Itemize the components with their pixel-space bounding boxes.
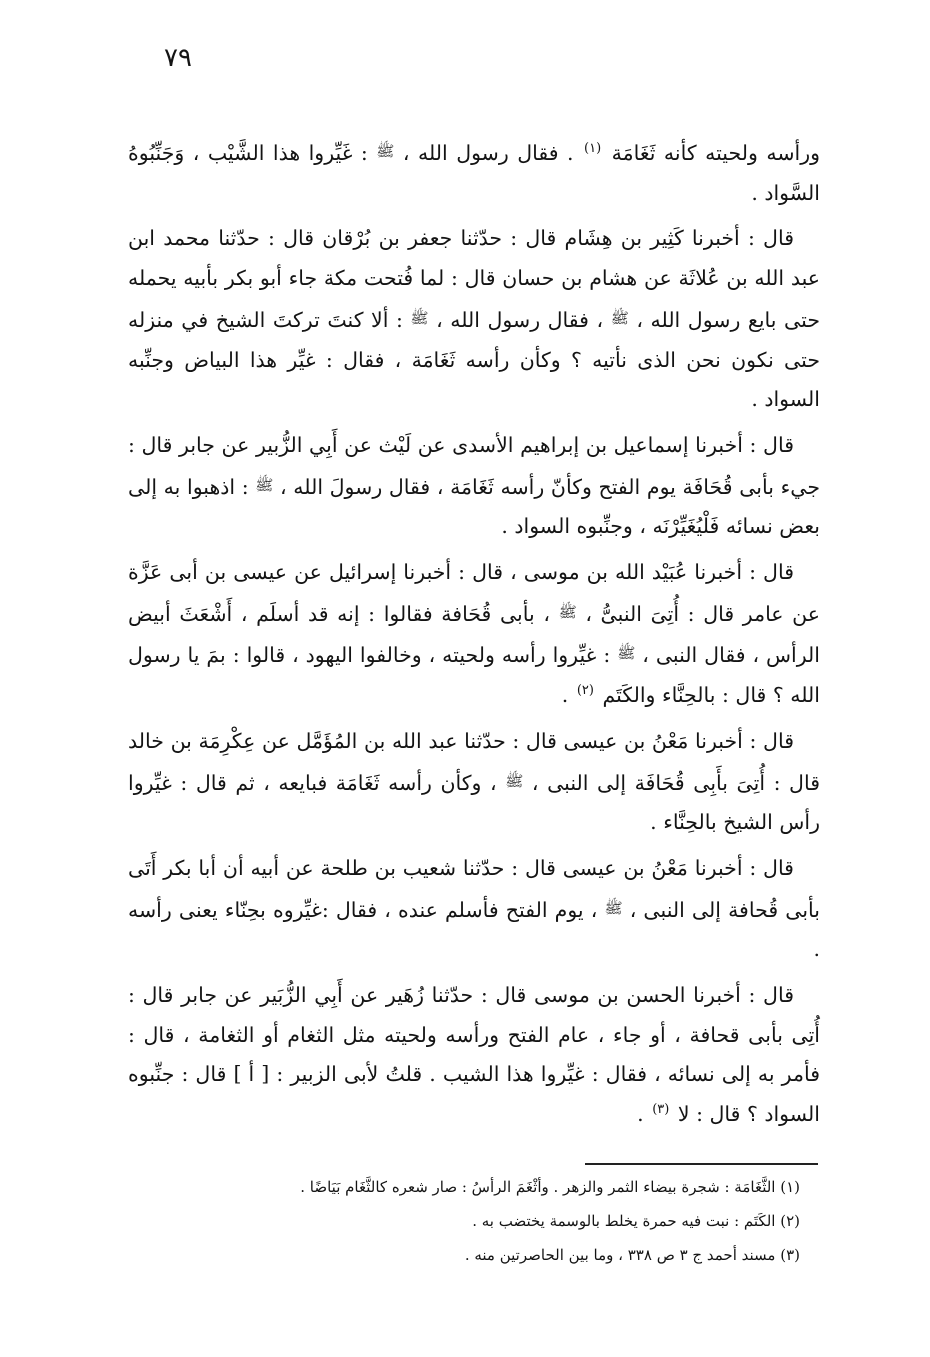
paragraph-text: قال : أخبرنا الحسن بن موسى قال : حدّثنا زُهَير عن أَبِي الزُّبَير عن جابر قال : أُتِى بأبى قحافة ، أو جاء ، عام الفتح ورأسه ولحيته مثل الثغام أو الثغامة ، قال : فأمر به إلى نسائه ، فقال : غيِّروا هذا الشيب . قلتُ لأبى الزبير : [ أ ] قال : جنِّبوه السواد ؟ قال : لا xyxy=(128,983,820,1127)
honorific-glyph: ﷺ xyxy=(376,142,395,160)
paragraph xyxy=(128,722,820,843)
body-text xyxy=(128,132,820,1141)
honorific-glyph: ﷺ xyxy=(617,644,636,663)
paragraph-text: قال : أخبرنا كَثِير بن هِشَام قال : حدّثنا جعفر بن بُرْقان قال : حدّثنا محمد ابن عبد الله بن عُلاثَة عن هشام بن حسان قال : لما فُتحت مكة جاء أبو بكر بأبيه يحمله حتى بايع رسول الله ، xyxy=(128,226,820,332)
paragraph-text: قال : أخبرنا إسماعيل بن إبراهيم الأسدى عن لَيْث عن أَبِي الزُّبير عن جابر قال : جيء بأبى قُحَافَة يوم الفتح وكأنّ رأسه ثَغَامَة ، فقال رسولَ الله ، xyxy=(128,432,820,499)
footnote-2: (٢) الكَتَم : نبت فيه حمرة يخلط بالوسمة يختضب به . xyxy=(472,1212,800,1230)
footnote-3: (٣) مسند أحمد ج ٣ ص ٣٣٨ ، وما بين الحاصرتين منه . xyxy=(464,1246,800,1264)
paragraph xyxy=(128,976,820,1135)
paragraph xyxy=(128,553,820,716)
paragraph xyxy=(128,849,820,970)
paragraph xyxy=(128,426,820,547)
honorific-glyph: ﷺ xyxy=(604,898,623,917)
paragraph-text: ورأسه ولحيته كأنه ثَغَامَة xyxy=(603,141,820,165)
footnote-marker: (١) xyxy=(584,141,602,157)
footnote-divider xyxy=(585,1163,818,1165)
footnotes xyxy=(140,1170,800,1272)
paragraph-text: : ألا كنتَ تركتَ الشيخ في منزله حتى نكون نحن الذى نأتيه ؟ وكأن رأسه ثَغَامَة ، فقال : غيِّر هذا البياض وجنِّبه السواد . xyxy=(128,307,820,412)
paragraph-text: . xyxy=(637,1102,651,1127)
footnote-marker: (٣) xyxy=(652,1102,670,1118)
paragraph-text: : غَيِّروا هذا الشَّيْب ، وَجَنِّبُوهُ السَّواد . xyxy=(128,141,820,205)
honorific-glyph: ﷺ xyxy=(558,602,577,621)
paragraph-text: ، يوم الفتح فأسلم عنده ، فقال :غيِّروه بحِنّاء يعنى رأسه . xyxy=(128,897,820,962)
honorific-glyph: ﷺ xyxy=(505,771,524,790)
page-number: ٧٩ xyxy=(164,43,192,73)
honorific-glyph: ﷺ xyxy=(610,308,629,327)
paragraph-text: : غيِّروا رأسه ولحيته ، وخالفوا اليهود ، قالوا : بمَ يا رسول الله ؟ قال : بالحِنَّاء والكَتَم xyxy=(128,643,820,708)
paragraph-text: ، وكأن رأسه ثَغَامَة فبايعه ، ثم قال : غيِّروا رأس الشيخ بالحِنَّاء . xyxy=(128,770,820,835)
paragraph-text: قال : أخبرنا عُبَيْد الله بن موسى ، قال : أخبرنا إسرائيل عن عيسى بن أبى عَزَّة عن عامر قال : أُتِىَ النبىُّ ، xyxy=(128,560,820,626)
paragraph-text: : اذهبوا به إلى بعض نسائه فَلْيُغَيِّرْنَه ، وجنِّبوه السواد . xyxy=(128,474,820,539)
honorific-glyph: ﷺ xyxy=(410,308,429,327)
paragraph-text: . فقال رسول الله ، xyxy=(394,141,583,165)
paragraph-text: . xyxy=(561,683,575,708)
honorific-glyph: ﷺ xyxy=(255,475,274,494)
footnote-marker: (٢) xyxy=(576,683,594,699)
paragraph xyxy=(128,132,820,213)
paragraph xyxy=(128,219,820,420)
paragraph-text: ، بأبى قُحَافة فقالوا : إنه قد أسلَم ، أَشْعَثَ أبيض الرأس ، فقال النبى ، xyxy=(128,601,820,668)
paragraph-text: قال : أخبرنا مَعْنُ بن عيسى قال : حدّثنا عبد الله بن المُؤَمَّل عن عِكْرِمَة بن خالد قال : أُتِىَ بأَبِى قُحَافَة إلى النبى ، xyxy=(128,728,820,795)
paragraph-text: قال : أخبرنا مَعْنُ بن عيسى قال : حدّثنا شعيب بن طلحة عن أبيه أن أبا بكر أَتَى بأبى قُحافة إلى النبى ، xyxy=(128,855,820,922)
footnote-1: (١) الثَّغَامَة : شجرة بيضاء الثمر والزهر . وأثْغَمَ الرأسُ : صار شعره كالثَّغَام بَيَاضًا . xyxy=(300,1178,800,1196)
paragraph-text: ، فقال رسول الله ، xyxy=(428,307,611,332)
